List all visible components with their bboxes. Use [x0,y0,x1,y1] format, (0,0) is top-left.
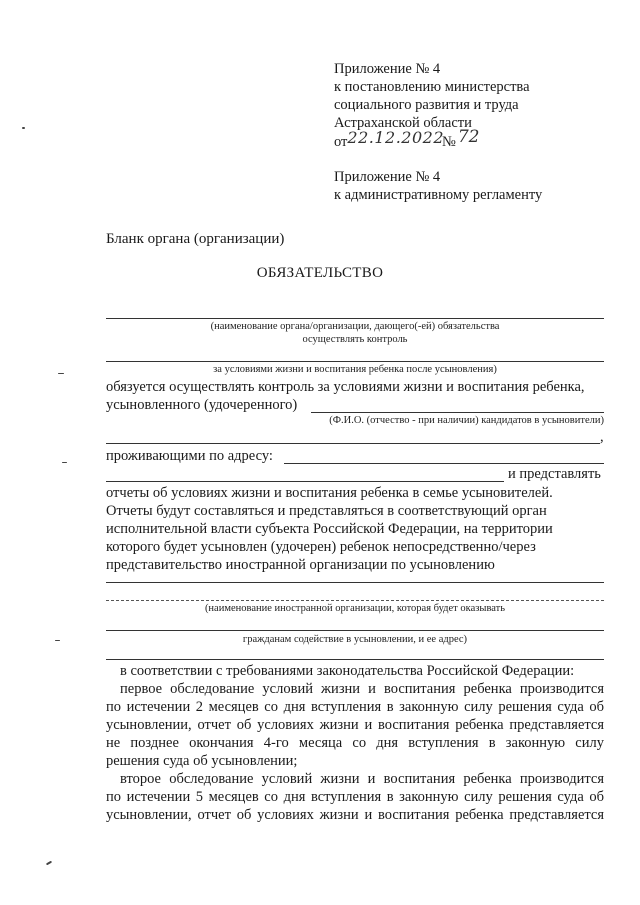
foreign-org-caption-a: (наименование иностранной организации, которая будет оказывать [204,603,506,614]
address-label: проживающими по адресу: [106,448,273,464]
ministry-line: социального развития и труда [334,97,519,113]
blank-label: Бланк органа (организации) [106,231,285,247]
handwritten-date: 22.12.2022 [347,128,445,147]
obligation-text: обязуется осуществлять контроль за условиями жизни и воспитания ребенка, [106,379,585,395]
foreign-org-line-1 [106,582,604,583]
org-name-line [106,318,604,319]
number-sign: № [442,134,456,150]
para2-line4: не позднее окончания 4-го месяца со дня вступления в законную силу [106,735,604,751]
scan-speck [58,373,64,374]
report-text: и представлять [508,466,601,482]
org-caption-b: осуществлять контроль [302,334,408,345]
foreign-org-line-4 [106,659,604,660]
para1-line5: представительство иностранной организации по усыновлению [106,557,495,573]
para3-line2: по истечении 5 месяцев со дня вступления в законную силу решения суда об [106,789,604,805]
para2-line1: первое обследование условий жизни и воспитания ребенка производится [120,681,604,697]
adopters-name-line [311,412,604,413]
adopters-line-2 [106,443,600,444]
org-caption-a: (наименование органа/организации, дающего(-ей) обязательства [210,321,500,332]
para1-line3: исполнительной власти субъекта Российской Федерации, на территории [106,521,553,537]
adopted-label: усыновленного (удочеренного) [106,397,298,413]
control-caption: за условиями жизни и воспитания ребенка после усыновления) [213,364,497,375]
foreign-org-caption-b: гражданам содействие в усыновлении, и ее адрес) [242,634,468,645]
resolution-line: к постановлению министерства [334,79,530,95]
scan-speck [55,640,60,641]
foreign-org-line-2 [106,600,604,601]
para2-line2: по истечении 2 месяцев со дня вступления в законную силу решения суда об [106,699,604,715]
document-title: ОБЯЗАТЕЛЬСТВО [256,265,384,281]
legislation-text: в соответствии с требованиями законодательства Российской Федерации: [120,663,575,679]
date-prefix: от [334,134,348,150]
regulation-line: к административному регламенту [334,187,543,203]
scan-speck [46,861,52,866]
appendix-label-2: Приложение № 4 [334,169,441,185]
handwritten-number: 72 [457,127,480,147]
address-line-2 [106,481,504,482]
para2-line3: усыновлении, отчет об условиях жизни и воспитания ребенка представляется [106,717,604,733]
comma: , [600,429,604,445]
para3-line1: второе обследование условий жизни и воспитания ребенка производится [120,771,604,787]
para1-line4: которого будет усыновлен (удочерен) ребенок непосредственно/через [106,539,536,555]
foreign-org-line-3 [106,630,604,631]
para1-line2: Отчеты будут составляться и представляться в соответствующий орган [106,503,547,519]
scan-speck [62,462,67,463]
region-line: Астраханской области [334,115,472,131]
control-line [106,361,604,362]
adopters-caption: (Ф.И.О. (отчество - при наличии) кандидатов в усыновители) [329,415,604,426]
para3-line3: усыновлении, отчет об условиях жизни и воспитания ребенка представляется [106,807,604,823]
para2-line5: решения суда об усыновлении; [106,753,298,769]
date-line [334,127,480,151]
para1-line1: отчеты об условиях жизни и воспитания ребенка в семье усыновителей. [106,485,553,501]
scan-speck [22,127,25,129]
appendix-label: Приложение № 4 [334,61,441,77]
address-line [284,463,604,464]
